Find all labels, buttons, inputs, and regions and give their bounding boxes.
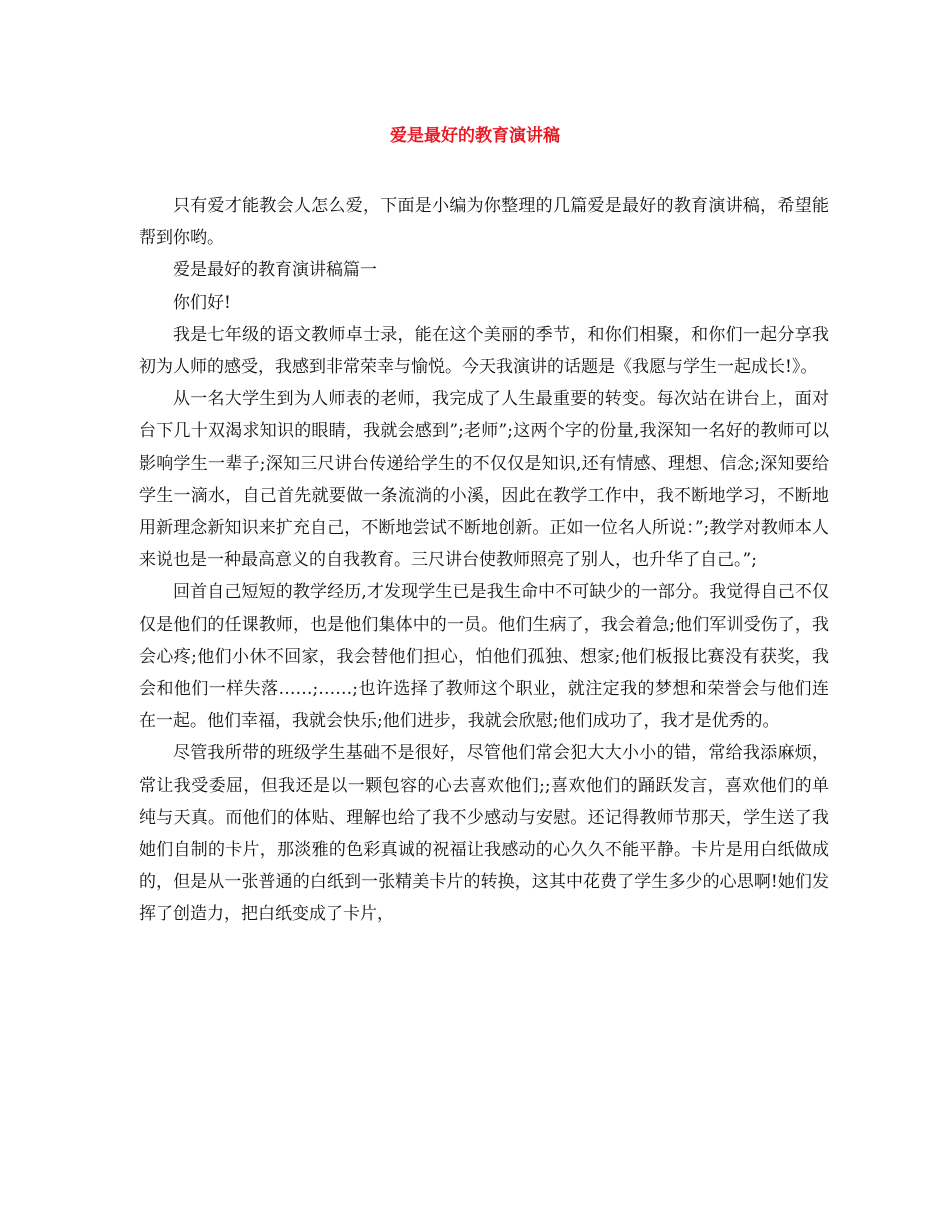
paragraph-transformation: 从一名大学生到为人师表的老师，我完成了人生最重要的转变。每次站在讲台上，面对台下几十双渴求知识的眼睛，我就会感到”;老师”;这两个字的份量,我深知一名好的教师可以影响学生一辈子;深知三尺讲台传递给学生的不仅仅是知识,还有情感、理想、信念;深知要给学生一滴水，自己首先就要做一条流淌的小溪，因此在教学工作中，我不断地学习，不断地用新理念新知识来扩充自己，不断地尝试不断地创新。正如一位名人所说：”;教学对教师本人来说也是一种最高意义的自我教育。三尺讲台使教师照亮了别人，也升华了自己。”;	[139, 389, 829, 571]
section-heading: 爱是最好的教育演讲稿篇一	[173, 260, 377, 281]
paragraph-intro: 只有爱才能教会人怎么爱，下面是小编为你整理的几篇爱是最好的教育演讲稿，希望能帮到你哟。	[139, 196, 829, 249]
document-title: 爱是最好的教育演讲稿	[390, 126, 560, 146]
paragraph-looking-back: 回首自己短短的教学经历,才发现学生已是我生命中不可缺少的一部分。我觉得自己不仅仅是他们的任课教师，也是他们集体中的一员。他们生病了，我会着急;他们军训受伤了，我会心疼;他们小休不回家，我会替他们担心，怕他们孤独、想家;他们板报比赛没有获奖，我会和他们一样失落……;……;也许选择了教师这个职业，就注定我的梦想和荣誉会与他们连在一起。他们幸福，我就会快乐;他们进步，我就会欣慰;他们成功了，我才是优秀的。	[139, 582, 829, 732]
paragraph-students: 尽管我所带的班级学生基础不是很好，尽管他们常会犯大大小小的错，常给我添麻烦，常让我受委屈，但我还是以一颗包容的心去喜欢他们;;喜欢他们的踊跃发言，喜欢他们的单纯与天真。而他们的体贴、理解也给了我不少感动与安慰。还记得教师节那天，学生送了我她们自制的卡片，那淡雅的色彩真诚的祝福让我感动的心久久不能平静。卡片是用白纸做成的，但是从一张普通的白纸到一张精美卡片的转换，这其中花费了学生多少的心思啊!她们发挥了创造力，把白纸变成了卡片，	[139, 743, 829, 925]
document-body	[139, 190, 829, 931]
paragraph-self-introduction: 我是七年级的语文教师卓士录，能在这个美丽的季节，和你们相聚，和你们一起分享我初为人师的感受，我感到非常荣幸与愉悦。今天我演讲的话题是《我愿与学生一起成长!》。	[139, 324, 829, 378]
paragraph-greeting: 你们好!	[173, 292, 231, 313]
